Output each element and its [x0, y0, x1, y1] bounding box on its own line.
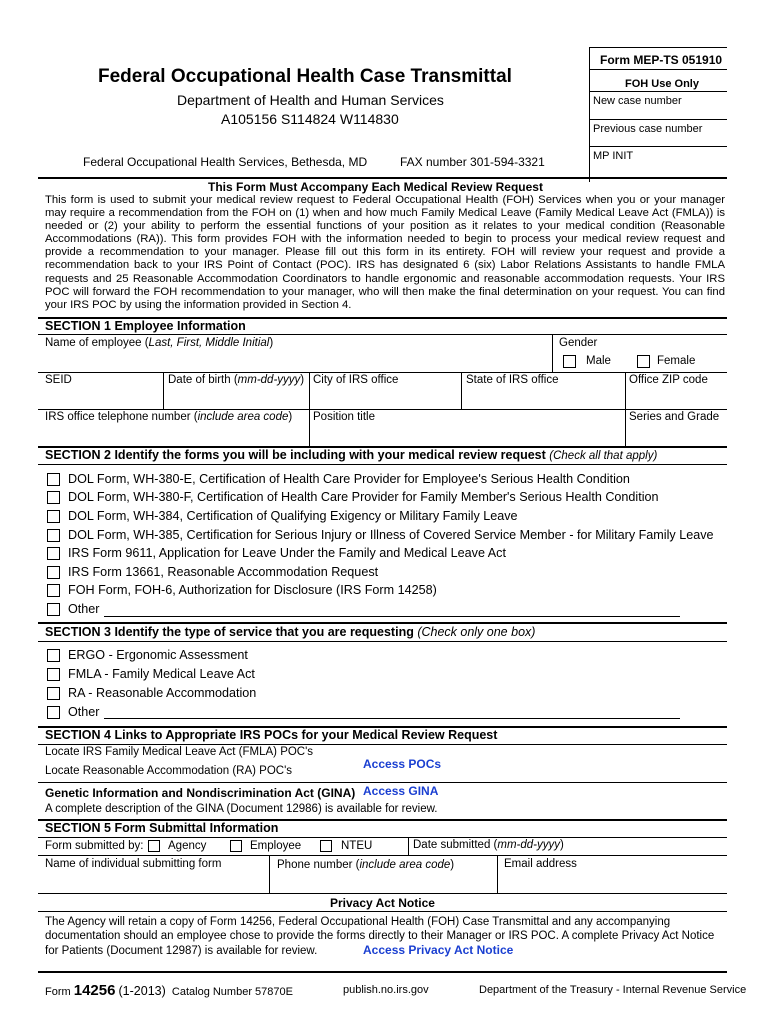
ergo-label: ERGO - Ergonomic Assessment: [68, 648, 248, 662]
series-grade-field[interactable]: [627, 425, 725, 444]
ra-checkbox[interactable]: [47, 687, 60, 700]
section3-title: SECTION 3 Identify the type of service that you are requesting (Check only one box): [45, 625, 536, 639]
access-pocs-link[interactable]: Access POCs: [363, 757, 442, 771]
dob-field[interactable]: [165, 388, 307, 407]
foh6-label: FOH Form, FOH-6, Authorization for Disclosure (IRS Form 14258): [68, 583, 437, 597]
forms-other-checkbox[interactable]: [47, 603, 60, 616]
intro-paragraph: This form is used to submit your medical review request to Federal Occupational Health (FOH) Services when you or your manager may require a recommendation from the FOH on (1) when and how much Family Medical Leave (Family Medical Leave Act (FMLA)) is needed or (2) your ability to perform the essential functions of your position as it relates to your medical condition (Reasonable Accommodations (RA)). This form provides FOH with the information needed to begin to process your medical review request and provide a recommendation to your manager. Please fill out this form in its entirety. FOH will review your request and provide a recommendation back to your IRS Point of Contact (POC). IRS has designated 6 (six) Labor Relations Assistants to handle FMLA requests and 25 Reasonable Accommodation Coordinators to handle ergonomic and reasonable accommodation requests. Your IRS POC will forward the FOH recommendation to your manager, who will then make the final determination on your request. You can find your IRS POC by using the information provided in Section 4.: [45, 194, 725, 311]
submitted-by-label: Form submitted by:: [45, 840, 144, 852]
form9611-label: IRS Form 9611, Application for Leave Under the Family and Medical Leave Act: [68, 546, 506, 560]
section1-title: SECTION 1 Employee Information: [45, 319, 246, 333]
privacy-title: Privacy Act Notice: [330, 896, 435, 910]
gina-description: A complete description of the GINA (Document 12986) is available for review.: [45, 803, 438, 815]
ergo-checkbox[interactable]: [47, 649, 60, 662]
seid-label: SEID: [45, 374, 72, 386]
service-other-field[interactable]: [104, 705, 680, 719]
fmla-poc-label: Locate IRS Family Medical Leave Act (FMLA) POC's: [45, 746, 314, 758]
zip-label: Office ZIP code: [629, 374, 708, 386]
form-id: Form MEP-TS 051910: [600, 53, 723, 67]
section4-title: SECTION 4 Links to Appropriate IRS POCs for your Medical Review Request: [45, 728, 498, 742]
city-label: City of IRS office: [313, 374, 399, 386]
wh385-label: DOL Form, WH-385, Certification for Serious Injury or Illness of Covered Service Member - for Military Family Leave: [68, 528, 714, 542]
phone-field[interactable]: [44, 425, 307, 444]
fax-number: FAX number 301-594-3321: [400, 155, 545, 169]
male-label: Male: [586, 355, 611, 367]
employee-checkbox[interactable]: [230, 840, 242, 852]
ra-poc-label: Locate Reasonable Accommodation (RA) POC's: [45, 765, 293, 777]
employee-label: Employee: [250, 840, 302, 852]
gina-title: Genetic Information and Nondiscrimination Act (GINA): [45, 786, 356, 800]
footer-site: publish.no.irs.gov: [343, 984, 429, 996]
footer-department: Department of the Treasury - Internal Revenue Service: [479, 984, 747, 996]
agency-checkbox[interactable]: [148, 840, 160, 852]
fmla-label: FMLA - Family Medical Leave Act: [68, 667, 255, 681]
foh6-checkbox[interactable]: [47, 584, 60, 597]
employee-name-field[interactable]: [44, 350, 549, 370]
city-field[interactable]: [311, 388, 459, 407]
new-case-number-label: New case number: [593, 95, 682, 107]
section2-title: SECTION 2 Identify the forms you will be including with your medical review request (Check all that apply): [45, 448, 658, 462]
female-label: Female: [657, 355, 696, 367]
employee-name-label: Name of employee (Last, First, Middle Initial): [45, 337, 274, 349]
male-checkbox[interactable]: [563, 355, 576, 368]
nteu-checkbox[interactable]: [320, 840, 332, 852]
date-submitted-field[interactable]: [565, 839, 725, 853]
intro-heading: This Form Must Accompany Each Medical Review Request: [208, 180, 543, 194]
dob-label: Date of birth (mm-dd-yyyy): [168, 374, 305, 386]
service-other-label: Other: [68, 705, 100, 719]
female-checkbox[interactable]: [637, 355, 650, 368]
date-submitted-label: Date submitted (mm-dd-yyyy): [413, 839, 564, 851]
ra-label: RA - Reasonable Accommodation: [68, 686, 257, 700]
wh380e-label: DOL Form, WH-380-E, Certification of Health Care Provider for Employee's Serious Health Condition: [68, 472, 630, 486]
phone-label: IRS office telephone number (include area code): [45, 411, 293, 423]
form-title: Federal Occupational Health Case Transmittal: [98, 66, 512, 87]
gender-label: Gender: [559, 337, 598, 349]
series-grade-label: Series and Grade: [629, 411, 720, 423]
foh-location: Federal Occupational Health Services, Bethesda, MD: [83, 155, 368, 169]
mp-init-label: MP INIT: [593, 150, 634, 162]
submitter-phone-label: Phone number (include area code): [277, 859, 455, 871]
individual-name-field[interactable]: [44, 873, 267, 891]
position-title-label: Position title: [313, 411, 376, 423]
wh380f-label: DOL Form, WH-380-F, Certification of Health Care Provider for Family Member's Serious Health Condition: [68, 490, 659, 504]
state-field[interactable]: [463, 388, 623, 407]
email-label: Email address: [504, 858, 577, 870]
form13661-checkbox[interactable]: [47, 566, 60, 579]
service-other-checkbox[interactable]: [47, 706, 60, 719]
state-label: State of IRS office: [466, 374, 559, 386]
fmla-checkbox[interactable]: [47, 668, 60, 681]
form9611-checkbox[interactable]: [47, 547, 60, 560]
section5-title: SECTION 5 Form Submittal Information: [45, 821, 279, 835]
previous-case-number-field[interactable]: [590, 136, 726, 146]
wh385-checkbox[interactable]: [47, 529, 60, 542]
footer-form-number: Form 14256 (1-2013) Catalog Number 57870E: [45, 982, 293, 999]
wh380f-checkbox[interactable]: [47, 491, 60, 504]
department-name: Department of Health and Human Services: [177, 92, 444, 108]
previous-case-number-label: Previous case number: [593, 123, 703, 135]
zip-field[interactable]: [627, 388, 725, 407]
wh384-checkbox[interactable]: [47, 510, 60, 523]
new-case-number-field[interactable]: [590, 108, 726, 118]
wh384-label: DOL Form, WH-384, Certification of Qualifying Exigency or Military Family Leave: [68, 509, 518, 523]
foh-use-only: FOH Use Only: [625, 78, 699, 90]
wh380e-checkbox[interactable]: [47, 473, 60, 486]
email-field[interactable]: [499, 873, 725, 891]
privacy-notice-link[interactable]: Access Privacy Act Notice: [363, 943, 514, 957]
forms-other-label: Other: [68, 602, 100, 616]
form13661-label: IRS Form 13661, Reasonable Accommodation Request: [68, 565, 379, 579]
form-codes: A105156 S114824 W114830: [221, 111, 399, 127]
agency-label: Agency: [168, 840, 207, 852]
access-gina-link[interactable]: Access GINA: [363, 784, 439, 798]
individual-name-label: Name of individual submitting form: [45, 858, 222, 870]
submitter-phone-field[interactable]: [271, 875, 495, 891]
seid-field[interactable]: [44, 388, 161, 407]
privacy-text: The Agency will retain a copy of Form 14256, Federal Occupational Health (FOH) Case Transmittal and any accompanying documentation should an employee chose to provide the forms directly to their Manager or IRS POC. A complete Privacy Act Notice for Patients (Document 12987) is available for review.: [45, 916, 715, 957]
position-title-field[interactable]: [311, 425, 623, 444]
forms-other-field[interactable]: [104, 603, 680, 617]
nteu-label: NTEU: [341, 840, 373, 852]
